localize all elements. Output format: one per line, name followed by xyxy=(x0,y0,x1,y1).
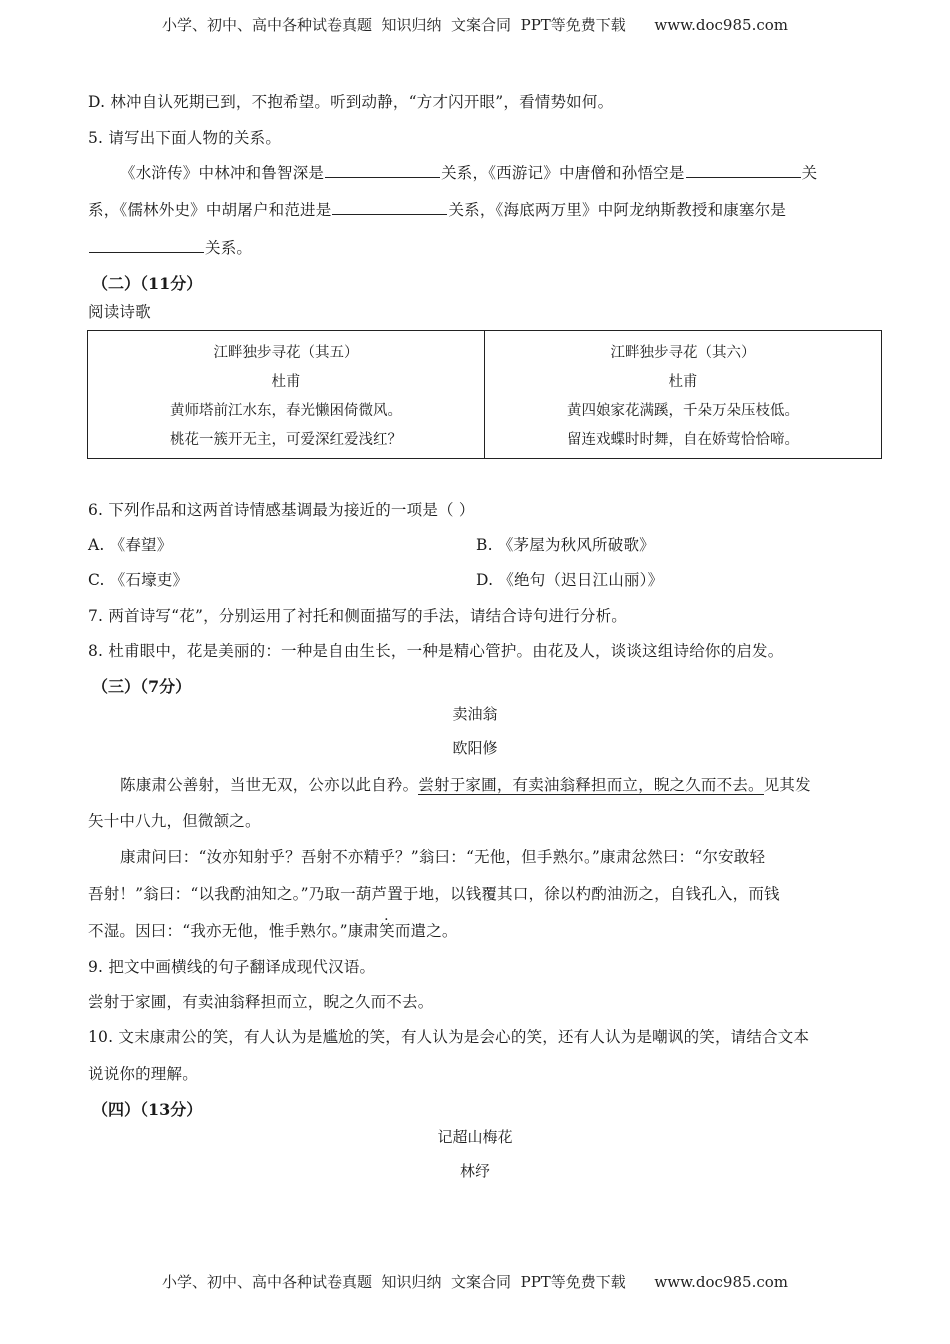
q6-option-d[interactable]: D. 《绝句（迟日江山丽）》 xyxy=(476,571,664,589)
q5-line-3: 关系。 xyxy=(88,236,252,258)
q6-option-a[interactable]: A. 《春望》 xyxy=(88,536,173,554)
poem-author: 杜甫 xyxy=(271,374,301,390)
q6-option-b[interactable]: B. 《茅屋为秋风所破歌》 xyxy=(476,536,655,554)
q6-stem: 6. 下列作品和这两首诗情感基调最为接近的一项是（ ） xyxy=(88,501,475,519)
dotted-character: 笑 xyxy=(379,922,395,940)
passage-line-2: 矢十中八九，但微颔之。 xyxy=(88,812,261,830)
q10-line-1: 10. 文末康肃公的笑，有人认为是尴尬的笑，有人认为是会心的笑，还有人认为是嘲讽的笑，请结合文本 xyxy=(88,1028,810,1046)
q7: 7. 两首诗写“花”，分别运用了衬托和侧面描写的手法，请结合诗句进行分析。 xyxy=(88,607,627,625)
q5-stem: 5. 请写出下面人物的关系。 xyxy=(88,129,282,147)
q10-line-2: 说说你的理解。 xyxy=(88,1065,198,1083)
footer-banner: 小学、初中、高中各种试卷真题 知识归纳 文案合同 PPT等免费下载 www.doc985.com xyxy=(161,1273,788,1291)
q5-line-2: 系，《儒林外史》中胡屠户和范进是 关系，《海底两万里》中阿龙纳斯教授和康塞尔是 xyxy=(88,201,787,219)
poem-table xyxy=(87,330,882,459)
q6-option-c[interactable]: C. 《石壕吏》 xyxy=(88,571,189,589)
text-author: 欧阳修 xyxy=(452,739,498,757)
option-d-q4: D. 林冲自认死期已到，不抱希望。听到动静，“方才闪开眼”，看情势如何。 xyxy=(88,93,614,111)
text-title: 卖油翁 xyxy=(452,705,498,723)
poem-5-cell xyxy=(88,331,485,459)
poem-line: 桃花一簇开无主，可爱深红爱浅红？ xyxy=(170,432,402,448)
answer-blank-1[interactable] xyxy=(325,165,440,178)
poem-6-cell xyxy=(485,331,882,459)
poem-title: 江畔独步寻花（其六） xyxy=(610,345,756,361)
passage-line-3: 康肃问曰：“汝亦知射乎？吾射不亦精乎？”翁曰：“无他，但手熟尔。”康肃忿然曰：“尔安敢轻 xyxy=(120,848,766,866)
q5-line-1: 《水浒传》中林冲和鲁智深是 关系，《西游记》中唐僧和孙悟空是 关 xyxy=(120,164,818,182)
answer-blank-4[interactable] xyxy=(89,240,204,253)
q9-stem: 9. 把文中画横线的句子翻译成现代汉语。 xyxy=(88,958,376,976)
section-3-heading: （三）（7分） xyxy=(92,677,192,696)
q9-sentence: 尝射于家圃，有卖油翁释担而立，睨之久而不去。 xyxy=(88,993,434,1011)
section-2-heading: （二）（11分） xyxy=(92,274,203,293)
section-2-instruction: 阅读诗歌 xyxy=(88,303,151,321)
text-author-4: 林纾 xyxy=(459,1162,490,1180)
poem-title: 江畔独步寻花（其五） xyxy=(213,345,359,361)
header-banner: 小学、初中、高中各种试卷真题 知识归纳 文案合同 PPT等免费下载 www.doc985.com xyxy=(161,16,788,34)
poem-line: 留连戏蝶时时舞，自在娇莺恰恰啼。 xyxy=(567,432,799,448)
text-title-4: 记超山梅花 xyxy=(437,1128,513,1146)
section-4-heading: （四）（13分） xyxy=(92,1100,203,1119)
passage-line-4: 吾射！”翁曰：“以我酌油知之。”乃取一葫芦置于地，以钱覆其口，徐以杓酌油沥之，自钱孔入，而钱 xyxy=(88,885,780,903)
underlined-sentence: 尝射于家圃，有卖油翁释担而立，睨之久而不去。 xyxy=(418,776,764,794)
passage-line-5: 不湿。因曰：“我亦无他，惟手熟尔。”康肃笑而遣之。 xyxy=(88,922,458,940)
answer-blank-2[interactable] xyxy=(686,165,801,178)
poem-author: 杜甫 xyxy=(668,374,698,390)
passage-line-1: 陈康肃公善射，当世无双，公亦以此自矜。尝射于家圃，有卖油翁释担而立，睨之久而不去。见其发 xyxy=(120,776,811,794)
poem-line: 黄四娘家花满蹊，千朵万朵压枝低。 xyxy=(567,403,799,419)
poem-line: 黄师塔前江水东，春光懒困倚微风。 xyxy=(170,403,402,419)
answer-blank-3[interactable] xyxy=(332,202,447,215)
q8: 8. 杜甫眼中，花是美丽的：一种是自由生长，一种是精心管护。由花及人，谈谈这组诗给你的启发。 xyxy=(88,642,784,660)
